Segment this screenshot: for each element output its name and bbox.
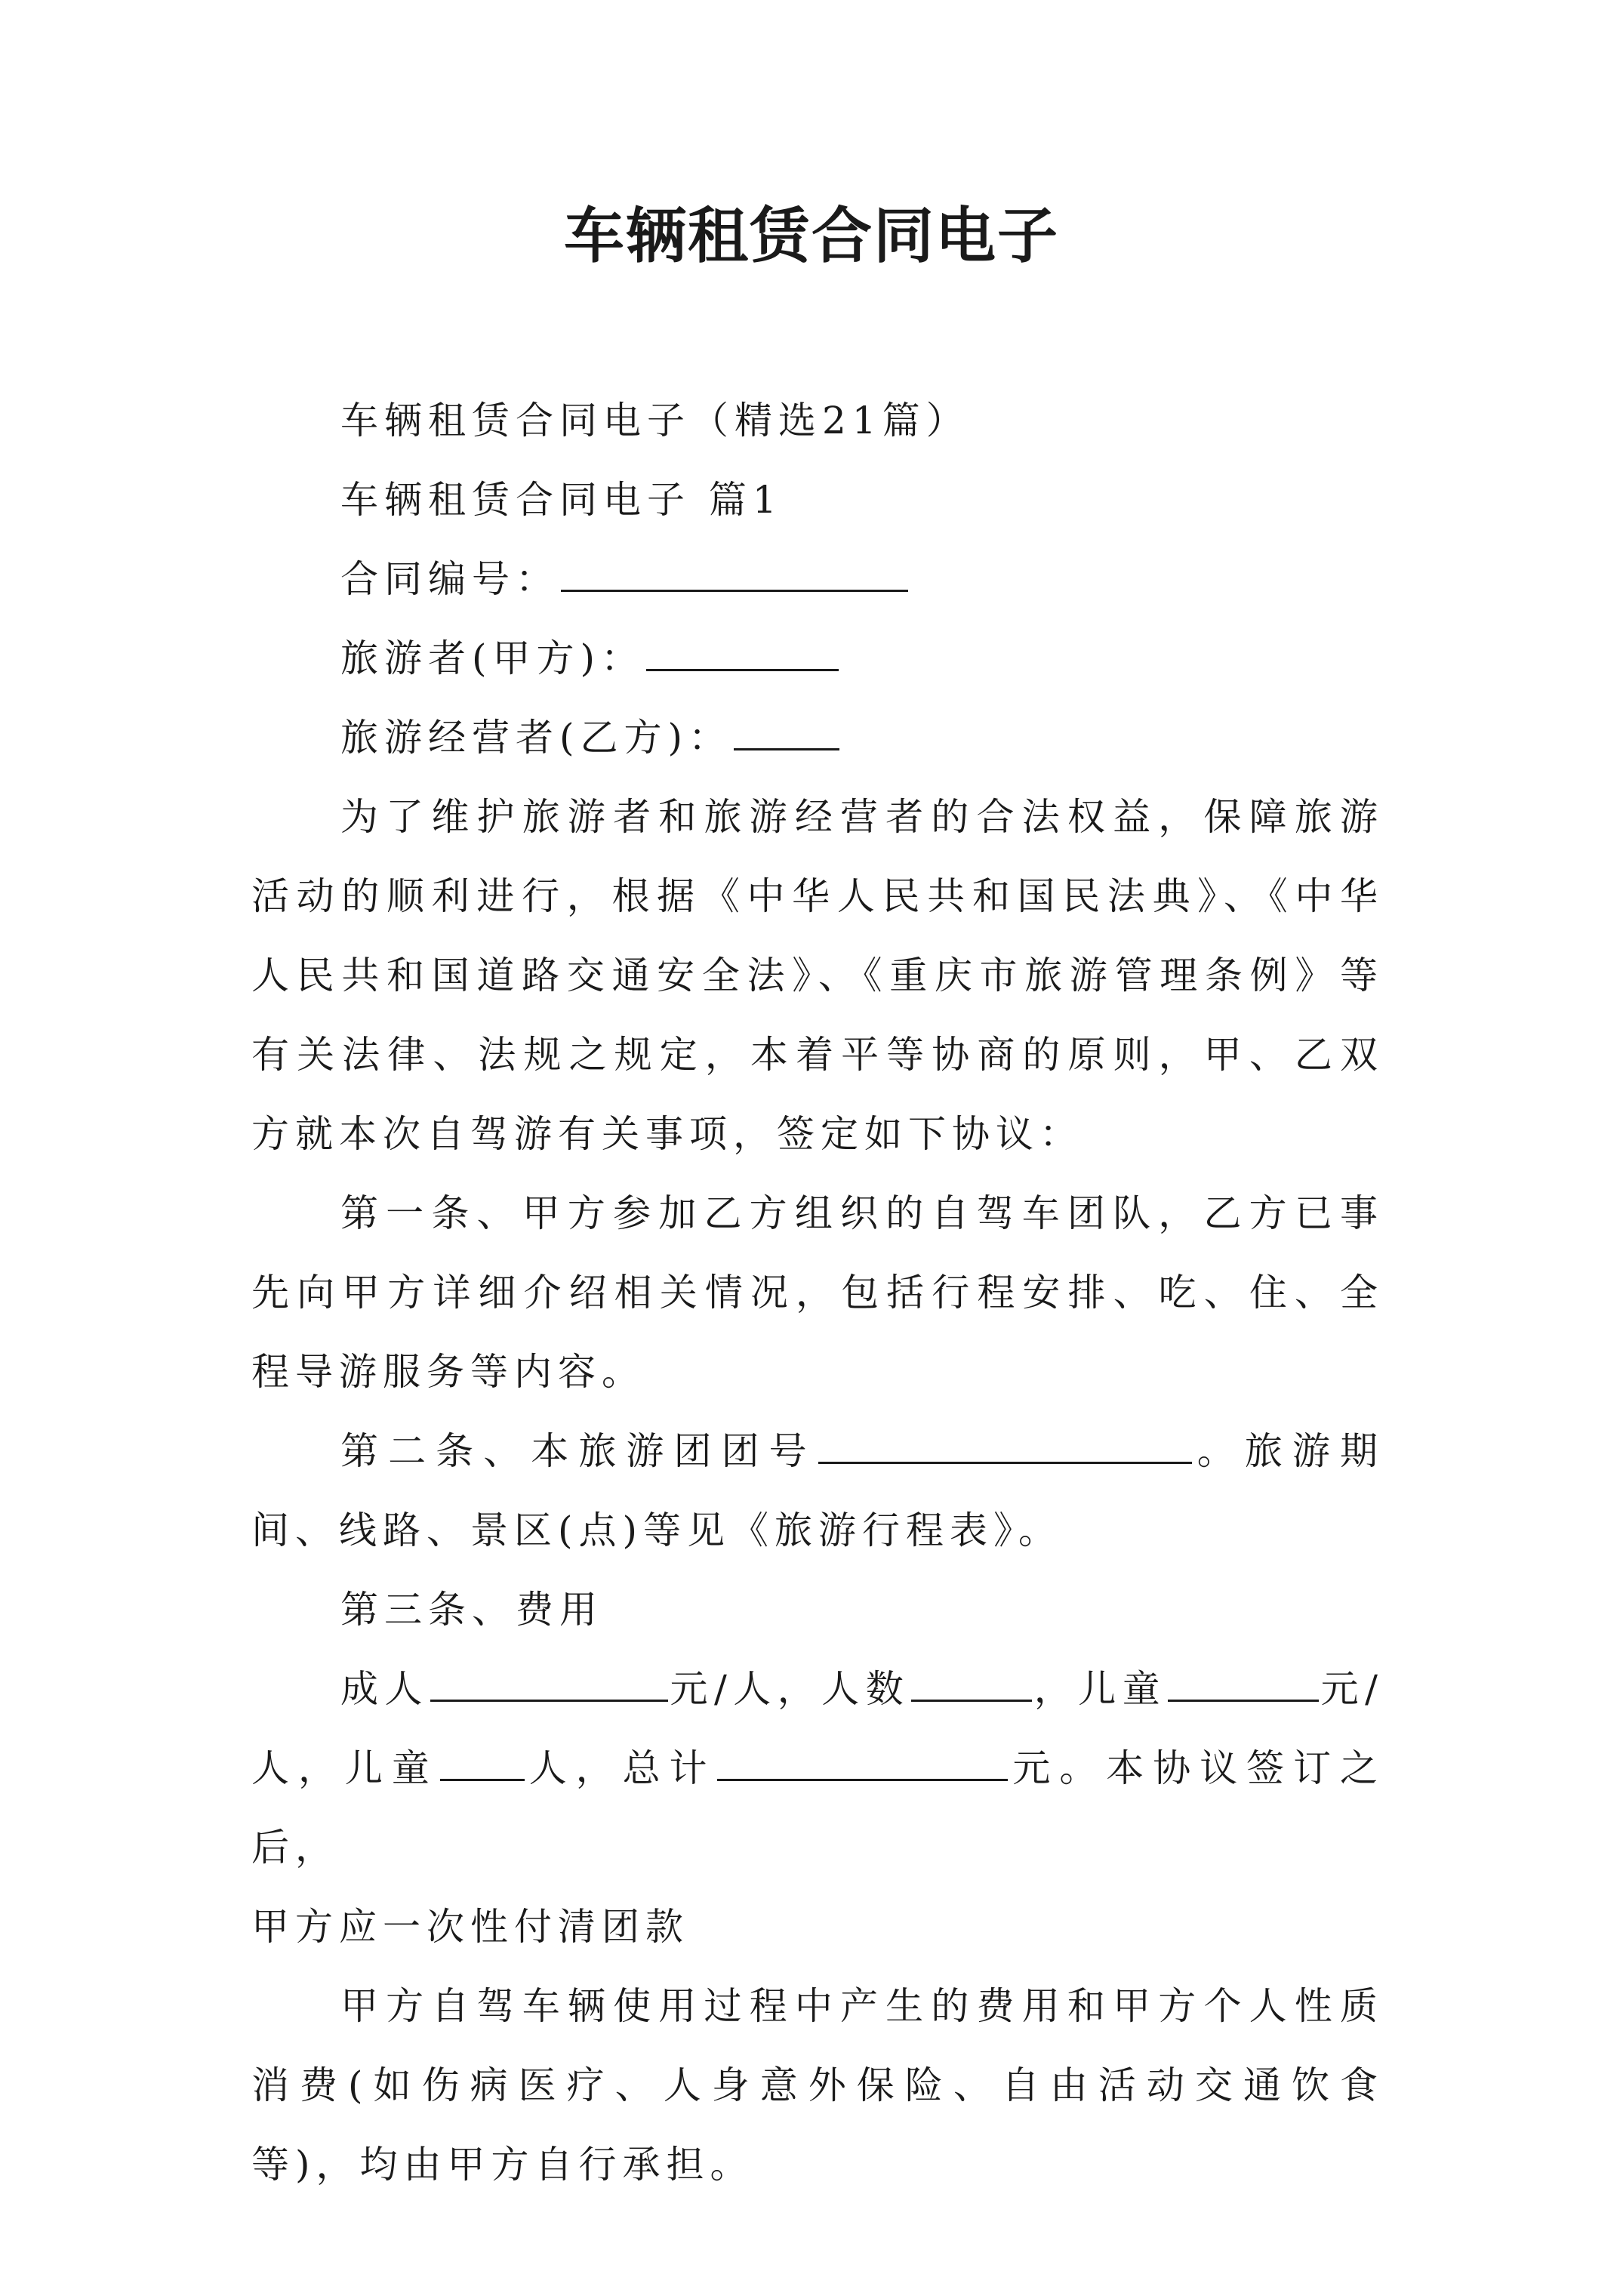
fee-per-person-label: 元/人，人数 — [669, 1667, 910, 1711]
fee-child-label: ，儿童 — [1033, 1667, 1167, 1711]
fee-person-child-label: 人，儿童 — [251, 1746, 439, 1790]
article-1-paragraph: 第一条、甲方参加乙方组织的自驾车团队，乙方已事先向甲方详细介绍相关情况，包括行程安排、吃、住、全程导游服务等内容。 — [251, 1191, 1384, 1394]
article-2-text-after: 。旅游期间、线路、景区(点)等见《旅游行程表》。 — [251, 1429, 1384, 1552]
contract-number-line — [251, 540, 1384, 619]
document-title: 车辆租赁合同电子 — [564, 200, 1059, 271]
child-count-blank — [440, 1744, 525, 1781]
document-body — [251, 381, 1384, 2205]
article-2-text-before: 第二条、本旅游团团号 — [340, 1429, 817, 1473]
party-b-label: 旅游经营者(乙方)： — [340, 716, 733, 760]
article-3-heading: 第三条、费用 — [340, 1588, 603, 1632]
preamble-paragraph: 为了维护旅游者和旅游经营者的合法权益，保障旅游活动的顺利进行，根据《中华人民共和国民法典》、《中华人民共和国道路交通安全法》、《重庆市旅游管理条例》等有关法律、法规之规定，本着平等协商的原则，甲、乙双方就本次自驾游有关事项，签定如下协议： — [251, 795, 1384, 1156]
party-a-blank — [646, 634, 839, 671]
adult-price-blank — [430, 1665, 668, 1702]
tour-group-number-blank — [818, 1427, 1192, 1464]
total-amount-blank — [717, 1744, 1008, 1781]
party-b-line — [251, 698, 1384, 778]
adult-count-blank — [911, 1665, 1032, 1702]
document-subtitle: 车辆租赁合同电子（精选21篇） — [340, 399, 970, 442]
party-a-label: 旅游者(甲方)： — [340, 636, 645, 680]
child-price-blank — [1168, 1665, 1319, 1702]
fee-yuan-slash-label: 元/ — [1320, 1667, 1384, 1711]
party-b-blank — [734, 713, 839, 750]
contract-number-label: 合同编号： — [340, 557, 559, 601]
fee-end-label: 元。本协议签订之后， — [251, 1746, 1384, 1869]
contract-number-blank — [561, 555, 908, 592]
fee-total-label: 人，总计 — [525, 1746, 716, 1790]
article-3-fee-paragraph — [251, 1650, 1384, 1888]
fee-adult-label: 成人 — [340, 1667, 429, 1711]
article-3-expenses-paragraph: 甲方自驾车辆使用过程中产生的费用和甲方个人性质消费(如伤病医疗、人身意外保险、自由活动交通饮食等)，均由甲方自行承担。 — [251, 1984, 1384, 2187]
fee-payment-line: 甲方应一次性付清团款 — [251, 1905, 689, 1949]
article-2-paragraph — [251, 1412, 1384, 1570]
party-a-line — [251, 619, 1384, 698]
section-heading: 车辆租赁合同电子 篇1 — [340, 478, 783, 522]
